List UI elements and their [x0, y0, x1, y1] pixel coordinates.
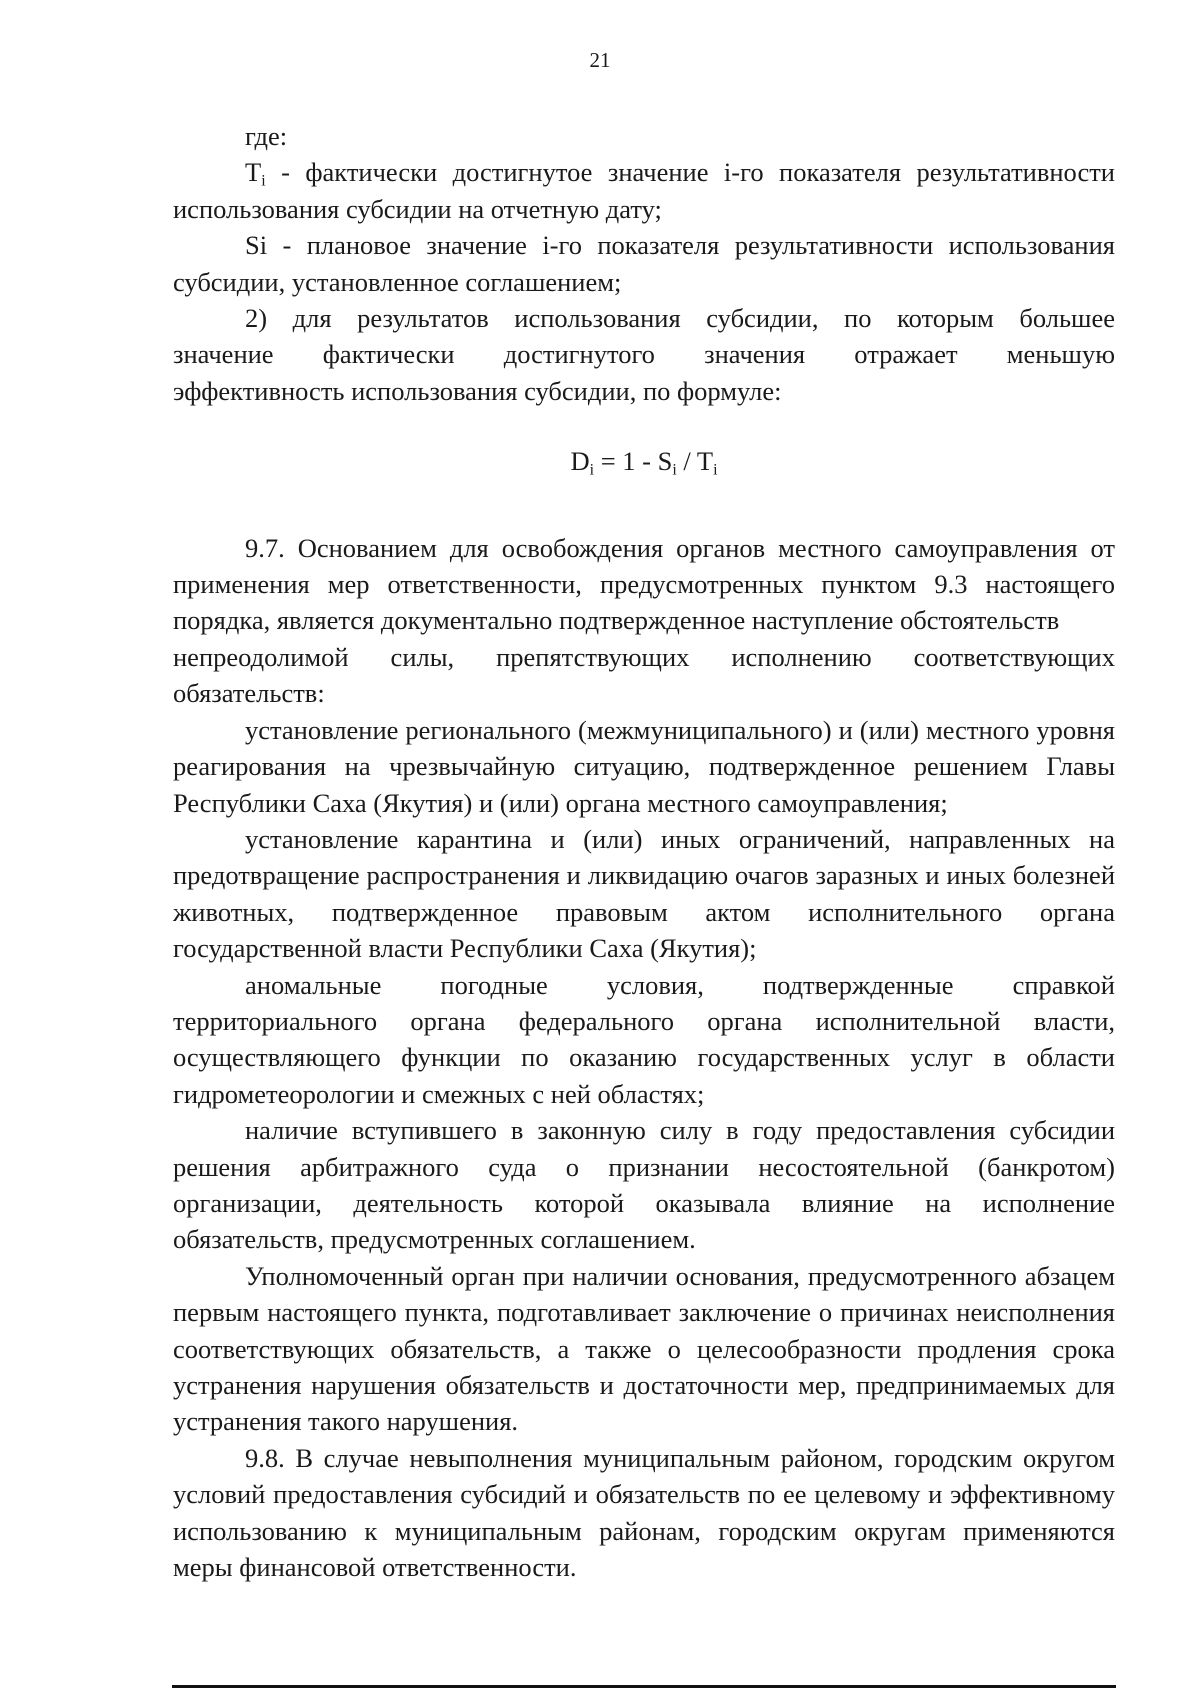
formula-d: D	[570, 446, 590, 477]
list-item-bankruptcy: наличие вступившего в законную силу в году предоставления субсидии решения арбитражного суда о признании несостоятельной (банкротом) организации, деятельность которой оказывала влияние на исполнение обязательств, предусмотренных соглашением.	[173, 1115, 1115, 1255]
formula-s-subscript: i	[672, 461, 677, 479]
item2-line3: эффективность использования субсидии, по формуле:	[173, 375, 782, 406]
authorized-body-paragraph: Уполномоченный орган при наличии основания, предусмотренного абзацем первым настоящего пункта, подготавливает заключение о причинах неисполнения соответствующих обязательств, а также о целесообразности продления срока устранения нарушения обязательств и достаточности мер, предпринимаемых для устранения такого нарушения.	[173, 1260, 1115, 1437]
footer-rule	[172, 1685, 1116, 1688]
ti-definition-text: - фактически достигнутое значение i-го показателя результативности использования субсидии на отчетную дату;	[173, 157, 1115, 224]
si-definition: Si - плановое значение i-го показателя результативности использования субсидии, установленное соглашением;	[173, 230, 1115, 297]
page-number: 21	[589, 48, 611, 72]
section-9-7-line5: обязательств:	[173, 678, 325, 709]
ti-definition	[173, 154, 1115, 227]
ti-subscript: i	[261, 172, 266, 190]
list-item-weather-rest: территориального органа федерального органа исполнительной власти, осуществляющего функции по оказанию государственных услуг в области гидрометеорологии и смежных с ней областях;	[173, 1005, 1115, 1109]
formula-t-subscript: i	[713, 461, 718, 479]
ti-symbol: T	[245, 157, 262, 188]
document-body	[173, 118, 1115, 1585]
item2-line1: 2) для результатов использования субсидии, по которым большее	[245, 303, 1115, 334]
formula-mid: = 1 - S	[594, 446, 673, 477]
list-item-emergency: установление регионального (межмуниципального) и (или) местного уровня реагирования на чрезвычайную ситуацию, подтвержденное решением Главы Республики Саха (Якутия) и (или) органа местного самоуправления;	[173, 714, 1115, 818]
formula	[173, 443, 1115, 479]
formula-div: / T	[676, 446, 714, 477]
item2-line2: значение фактически достигнутого значения отражает меньшую	[173, 339, 1115, 370]
section-9-7-line4: непреодолимой силы, препятствующих исполнению соответствующих	[173, 641, 1115, 672]
list-item-weather-line1: аномальные погодные условия, подтвержденные справкой	[245, 969, 1115, 1000]
where-label: где:	[245, 121, 288, 151]
section-9-8-paragraph: 9.8. В случае невыполнения муниципальным районом, городским округом условий предоставления субсидий и обязательств по ее целевому и эффективному использованию к муниципальным районам, городским округам применяются меры финансовой ответственности.	[173, 1442, 1115, 1583]
section-9-7-paragraph: 9.7. Основанием для освобождения органов местного самоуправления от применения мер ответственности, предусмотренных пунктом 9.3 настоящего порядка, является документально подтвержденное наступление обстоятельств	[173, 532, 1115, 636]
list-item-quarantine: установление карантина и (или) иных ограничений, направленных на предотвращение распространения и ликвидацию очагов заразных и иных болезней животных, подтвержденное правовым актом исполнительного органа государственной власти Республики Саха (Якутия);	[173, 823, 1115, 964]
formula-d-subscript: i	[589, 461, 595, 479]
